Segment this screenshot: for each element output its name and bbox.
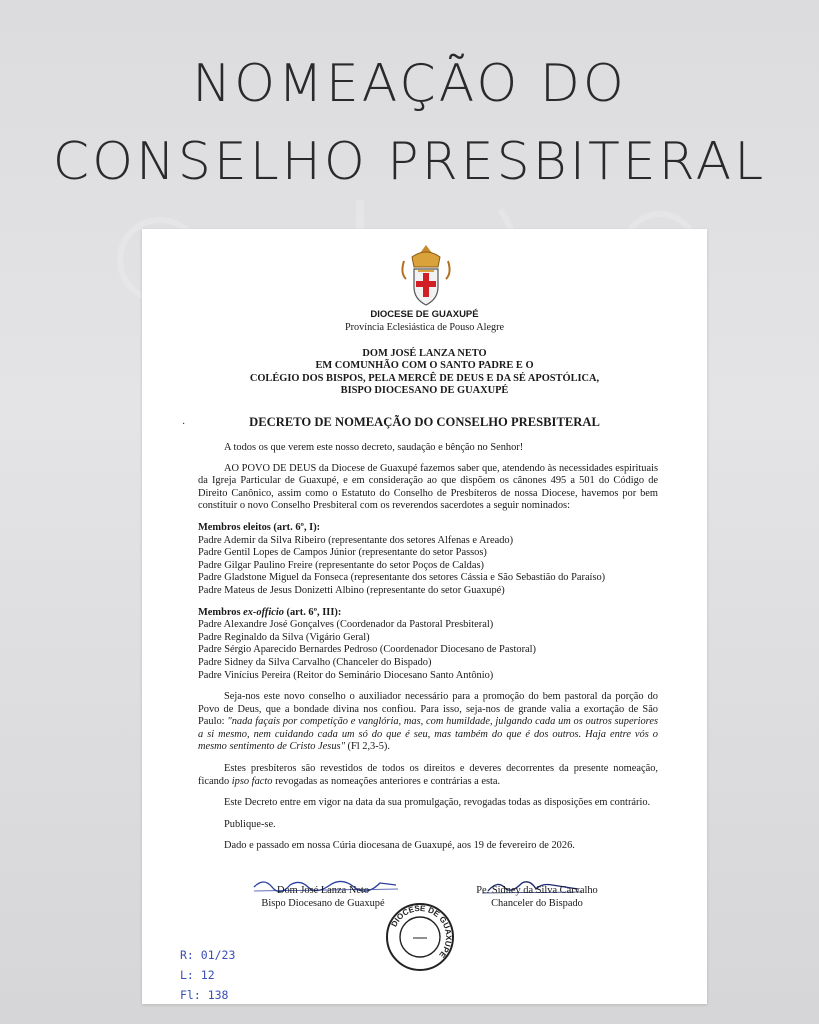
- headline-line-2: CONSELHO PRESBITERAL: [52, 132, 767, 192]
- list-item: Padre Gilgar Paulino Freire (representante do setor Poços de Caldas): [198, 559, 484, 571]
- handwritten-registry-note: [180, 945, 235, 1005]
- greeting: A todos os que verem este nosso decreto, saudação e bênção no Senhor!: [224, 442, 524, 453]
- list-item: Padre Gladstone Miguel da Fonseca (representante dos setores Cássia e São Sebastião do Paraíso): [198, 572, 606, 584]
- signer-name: Dom José Lanza Neto: [276, 885, 370, 896]
- signer-role: Bispo Diocesano de Guaxupé: [261, 897, 385, 909]
- signer-name: Pe. Sidney da Silva Carvalho: [476, 885, 598, 896]
- bishop-signature-block: [238, 885, 408, 910]
- registry-line: R: 01/23: [180, 948, 236, 962]
- list-item: Padre Sérgio Aparecido Bernardes Pedroso (Coordenador Diocesano de Pastoral): [198, 644, 536, 656]
- page-headline: [0, 54, 819, 192]
- list-item: Padre Gentil Lopes de Campos Júnior (representante do setor Passos): [198, 547, 487, 559]
- diocese-coat-of-arms-icon: [398, 243, 454, 309]
- registry-line: L: 12: [180, 968, 215, 982]
- diocese-seal-stamp-icon: [385, 902, 455, 972]
- registry-line: Fl: 138: [180, 988, 229, 1002]
- bishop-heading: [142, 348, 707, 398]
- decree-title: DECRETO DE NOMEAÇÃO DO CONSELHO PRESBITERAL: [249, 415, 600, 429]
- list-item: Padre Vinícius Pereira (Reitor do Seminário Diocesano Santo Antônio): [198, 669, 494, 681]
- effect-paragraph: Este Decreto entre em vigor na data da sua promulgação, revogadas todas as disposições em contrário.: [224, 797, 651, 809]
- diocese-name: DIOCESE DE GUAXUPÉ: [370, 309, 479, 320]
- signer-role: Chanceler do Bispado: [491, 897, 583, 909]
- chancellor-signature-block: [452, 885, 622, 910]
- bishop-line: COLÉGIO DOS BISPOS, PELA MERCÊ DE DEUS E DA SÉ APOSTÓLICA,: [249, 372, 600, 384]
- dated-line: Dado e passado em nossa Cúria diocesana de Guaxupé, aos 19 de fevereiro de 2026.: [224, 840, 575, 852]
- list-item: Padre Reginaldo da Silva (Vigário Geral): [198, 631, 370, 643]
- bishop-line: EM COMUNHÃO COM O SANTO PADRE E O: [315, 360, 534, 372]
- bishop-line: DOM JOSÉ LANZA NETO: [362, 348, 487, 359]
- margin-dot: ·: [182, 419, 186, 430]
- decree-body: [198, 442, 658, 853]
- list-item: Padre Ademir da Silva Ribeiro (representante dos setores Alfenas e Areado): [198, 534, 514, 546]
- elected-members-title: Membros eleitos (art. 6º, I):: [198, 521, 321, 533]
- publish-line: Publique-se.: [224, 818, 276, 830]
- svg-text:DIOCESE DE GUAXUPÉ: DIOCESE DE GUAXUPÉ: [389, 903, 454, 960]
- bishop-line: BISPO DIOCESANO DE GUAXUPÉ: [340, 385, 509, 397]
- list-item: Padre Alexandre José Gonçalves (Coordenador da Pastoral Presbiteral): [198, 619, 494, 631]
- ex-officio-members-title: Membros ex-officio (art. 6º, III):: [198, 606, 342, 618]
- province-name: Província Eclesiástica de Pouso Alegre: [345, 322, 504, 333]
- rights-paragraph: Estes presbíteros são revestidos de todos os direitos e deveres decorrentes da presente nomeação, ficando ipso facto revogadas as nomeações anteriores e contrárias a esta.: [198, 763, 658, 787]
- list-item: Padre Mateus de Jesus Donizetti Albino (representante do setor Guaxupé): [198, 584, 505, 596]
- counsel-paragraph: Seja-nos este novo conselho o auxiliador necessário para a promoção do bem pastoral da porção do Povo de Deus, que a bondade divina nos confiou. Para isso, seja-nos de grande valia a exortação de São Paulo: "nada façais por competição e vanglória, mas, com humildade, julgando cada um os outros superiores a si mesmo, nem cuidando cada um só do que é seu, mas também do que é dos outros. Haja entre vós o mesmo sentimento de Cristo Jesus" (Fl 2,3-5).: [198, 691, 658, 753]
- list-item: Padre Sidney da Silva Carvalho (Chanceler do Bispado): [198, 656, 432, 668]
- intro-paragraph: AO POVO DE DEUS da Diocese de Guaxupé fazemos saber que, atendendo às necessidades espirituais da Igreja Particular de Guaxupé, e em consideração ao que dispõem os cânones 495 a 501 do Código de Direito Canônico, assim como o Estatuto do Conselho de Presbíteros de nossa Diocese, havemos por bem constituir o novo Conselho Presbiteral com os reverendos sacerdotes a seguir nominados:: [198, 462, 658, 512]
- decree-document: [142, 229, 707, 1004]
- headline-line-1: NOMEAÇÃO DO: [192, 54, 627, 114]
